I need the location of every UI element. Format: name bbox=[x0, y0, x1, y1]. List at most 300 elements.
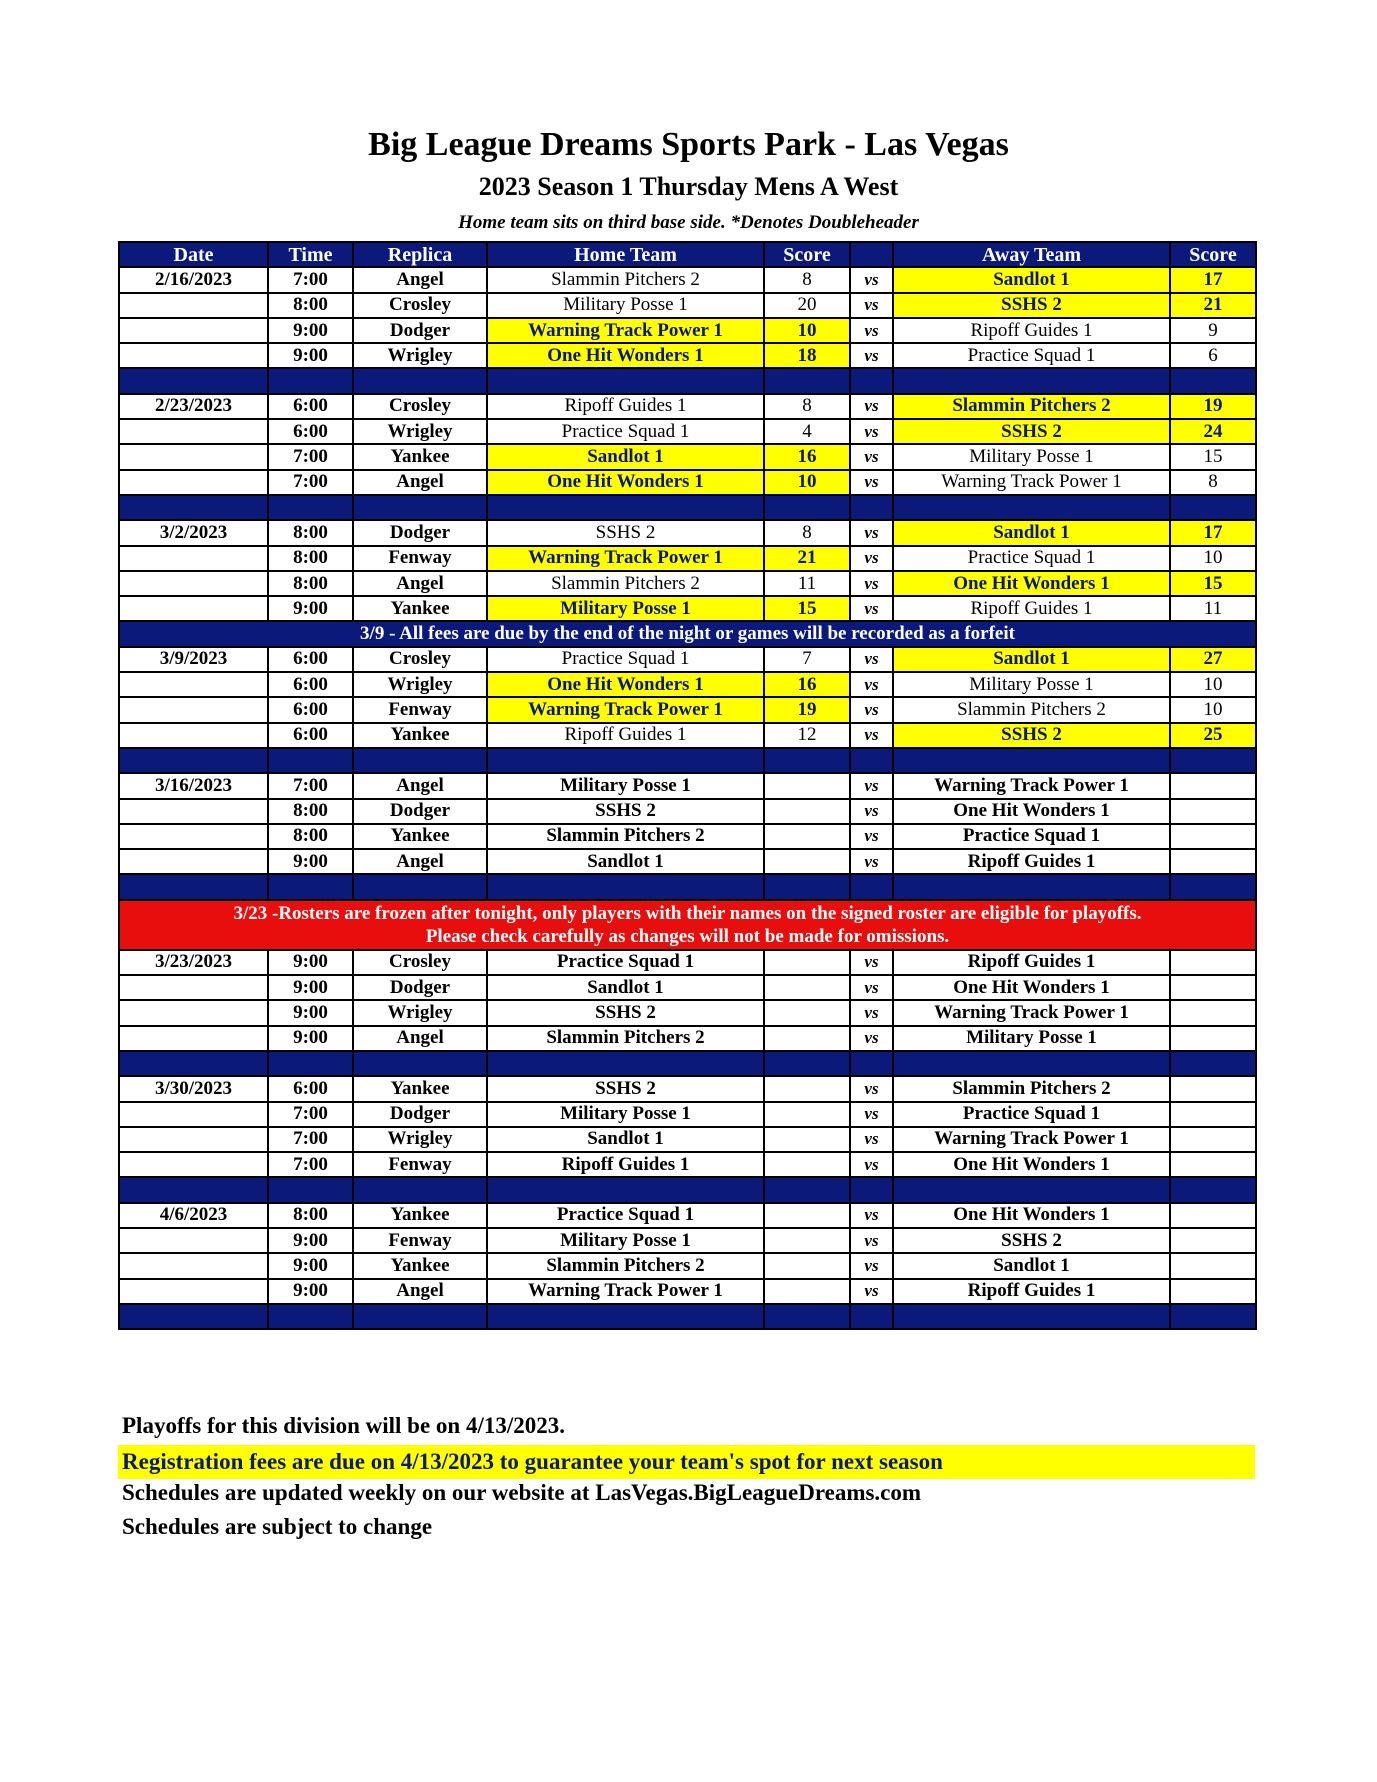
game-time: 9:00 bbox=[268, 1253, 353, 1278]
game-row bbox=[119, 470, 1256, 495]
game-row bbox=[119, 824, 1256, 849]
game-time: 9:00 bbox=[268, 950, 353, 975]
game-date bbox=[119, 697, 268, 722]
home-score bbox=[764, 773, 850, 798]
away-team: Sandlot 1 bbox=[893, 520, 1170, 545]
vs-label: vs bbox=[850, 1127, 893, 1152]
roster-alert bbox=[119, 900, 1256, 950]
vs-label: vs bbox=[850, 1000, 893, 1025]
game-date: 2/23/2023 bbox=[119, 394, 268, 419]
away-team: SSHS 2 bbox=[893, 1228, 1170, 1253]
away-team: Ripoff Guides 1 bbox=[893, 1279, 1170, 1304]
separator-cell bbox=[850, 1051, 893, 1076]
column-header-away-team: Away Team bbox=[893, 242, 1170, 267]
separator-row bbox=[119, 1177, 1256, 1202]
game-time: 9:00 bbox=[268, 343, 353, 368]
game-field: Angel bbox=[353, 1026, 487, 1051]
separator-cell bbox=[1170, 1051, 1256, 1076]
separator-cell bbox=[268, 1051, 353, 1076]
game-row bbox=[119, 318, 1256, 343]
home-score bbox=[764, 849, 850, 874]
game-field: Angel bbox=[353, 571, 487, 596]
vs-label: vs bbox=[850, 1102, 893, 1127]
game-time: 8:00 bbox=[268, 546, 353, 571]
home-score: 8 bbox=[764, 520, 850, 545]
away-score: 15 bbox=[1170, 571, 1256, 596]
separator-row bbox=[119, 748, 1256, 773]
home-score: 11 bbox=[764, 571, 850, 596]
game-time: 7:00 bbox=[268, 1152, 353, 1177]
game-time: 6:00 bbox=[268, 647, 353, 672]
game-date bbox=[119, 596, 268, 621]
game-time: 8:00 bbox=[268, 520, 353, 545]
vs-label: vs bbox=[850, 596, 893, 621]
game-time: 9:00 bbox=[268, 1026, 353, 1051]
away-score: 19 bbox=[1170, 394, 1256, 419]
away-score: 10 bbox=[1170, 546, 1256, 571]
home-score bbox=[764, 1228, 850, 1253]
away-score bbox=[1170, 1152, 1256, 1177]
game-field: Crosley bbox=[353, 647, 487, 672]
separator-cell bbox=[1170, 1177, 1256, 1202]
home-score: 10 bbox=[764, 470, 850, 495]
away-score: 17 bbox=[1170, 520, 1256, 545]
home-team: Sandlot 1 bbox=[487, 444, 764, 469]
away-team: Warning Track Power 1 bbox=[893, 470, 1170, 495]
away-score: 15 bbox=[1170, 444, 1256, 469]
away-team: Warning Track Power 1 bbox=[893, 1127, 1170, 1152]
column-header-replica: Replica bbox=[353, 242, 487, 267]
home-score bbox=[764, 950, 850, 975]
game-row bbox=[119, 1253, 1256, 1278]
column-header-date: Date bbox=[119, 242, 268, 267]
home-score bbox=[764, 1076, 850, 1101]
game-row bbox=[119, 293, 1256, 318]
game-date bbox=[119, 1127, 268, 1152]
separator-cell bbox=[1170, 874, 1256, 899]
vs-label: vs bbox=[850, 647, 893, 672]
away-team: One Hit Wonders 1 bbox=[893, 571, 1170, 596]
game-field: Angel bbox=[353, 470, 487, 495]
game-row bbox=[119, 1127, 1256, 1152]
home-score: 15 bbox=[764, 596, 850, 621]
home-score: 8 bbox=[764, 267, 850, 292]
game-time: 7:00 bbox=[268, 470, 353, 495]
separator-cell bbox=[764, 1051, 850, 1076]
away-team: SSHS 2 bbox=[893, 419, 1170, 444]
away-score bbox=[1170, 799, 1256, 824]
home-team: One Hit Wonders 1 bbox=[487, 672, 764, 697]
game-row bbox=[119, 520, 1256, 545]
game-time: 9:00 bbox=[268, 318, 353, 343]
home-score bbox=[764, 1279, 850, 1304]
game-date bbox=[119, 1279, 268, 1304]
home-score: 7 bbox=[764, 647, 850, 672]
away-team: Military Posse 1 bbox=[893, 444, 1170, 469]
separator-cell bbox=[893, 1304, 1170, 1329]
away-team: One Hit Wonders 1 bbox=[893, 1203, 1170, 1228]
separator-cell bbox=[487, 495, 764, 520]
column-header-home-team: Home Team bbox=[487, 242, 764, 267]
vs-label: vs bbox=[850, 571, 893, 596]
game-row bbox=[119, 723, 1256, 748]
schedule-body bbox=[119, 267, 1256, 1329]
separator-row bbox=[119, 1051, 1256, 1076]
home-score bbox=[764, 1102, 850, 1127]
game-time: 6:00 bbox=[268, 723, 353, 748]
separator-cell bbox=[119, 748, 268, 773]
away-score bbox=[1170, 975, 1256, 1000]
home-team: Practice Squad 1 bbox=[487, 419, 764, 444]
away-team: Military Posse 1 bbox=[893, 672, 1170, 697]
game-time: 9:00 bbox=[268, 1279, 353, 1304]
home-team: Sandlot 1 bbox=[487, 975, 764, 1000]
game-field: Yankee bbox=[353, 1253, 487, 1278]
game-date bbox=[119, 546, 268, 571]
game-date: 3/23/2023 bbox=[119, 950, 268, 975]
separator-cell bbox=[850, 1304, 893, 1329]
separator-cell bbox=[353, 368, 487, 393]
separator-cell bbox=[850, 748, 893, 773]
separator-cell bbox=[268, 495, 353, 520]
away-score bbox=[1170, 1203, 1256, 1228]
away-score: 17 bbox=[1170, 267, 1256, 292]
home-team: Ripoff Guides 1 bbox=[487, 394, 764, 419]
separator-cell bbox=[487, 1177, 764, 1202]
game-field: Yankee bbox=[353, 1076, 487, 1101]
vs-label: vs bbox=[850, 799, 893, 824]
schedule-table bbox=[118, 241, 1257, 1330]
home-team: Sandlot 1 bbox=[487, 849, 764, 874]
away-team: Warning Track Power 1 bbox=[893, 1000, 1170, 1025]
away-team: Ripoff Guides 1 bbox=[893, 950, 1170, 975]
game-field: Fenway bbox=[353, 697, 487, 722]
game-field: Yankee bbox=[353, 824, 487, 849]
game-field: Angel bbox=[353, 1279, 487, 1304]
home-team: SSHS 2 bbox=[487, 1076, 764, 1101]
table-header-row bbox=[119, 242, 1256, 267]
home-score: 18 bbox=[764, 343, 850, 368]
away-score bbox=[1170, 1026, 1256, 1051]
game-date: 4/6/2023 bbox=[119, 1203, 268, 1228]
home-team: Warning Track Power 1 bbox=[487, 1279, 764, 1304]
vs-label: vs bbox=[850, 697, 893, 722]
game-row bbox=[119, 647, 1256, 672]
game-row bbox=[119, 799, 1256, 824]
game-time: 8:00 bbox=[268, 799, 353, 824]
game-date bbox=[119, 1152, 268, 1177]
separator-cell bbox=[764, 748, 850, 773]
game-row bbox=[119, 343, 1256, 368]
registration-note: Registration fees are due on 4/13/2023 to guarantee your team's spot for next season bbox=[118, 1445, 1255, 1479]
game-field: Yankee bbox=[353, 596, 487, 621]
website-note: Schedules are updated weekly on our website at LasVegas.BigLeagueDreams.com bbox=[122, 1480, 922, 1505]
home-score bbox=[764, 824, 850, 849]
game-field: Angel bbox=[353, 773, 487, 798]
home-team: SSHS 2 bbox=[487, 520, 764, 545]
vs-label: vs bbox=[850, 343, 893, 368]
separator-cell bbox=[850, 495, 893, 520]
away-score bbox=[1170, 849, 1256, 874]
separator-cell bbox=[893, 1051, 1170, 1076]
home-team: SSHS 2 bbox=[487, 799, 764, 824]
separator-cell bbox=[850, 368, 893, 393]
game-field: Wrigley bbox=[353, 1127, 487, 1152]
away-team: SSHS 2 bbox=[893, 723, 1170, 748]
separator-cell bbox=[268, 368, 353, 393]
game-time: 9:00 bbox=[268, 596, 353, 621]
game-field: Fenway bbox=[353, 1228, 487, 1253]
home-score bbox=[764, 1000, 850, 1025]
vs-label: vs bbox=[850, 975, 893, 1000]
game-field: Yankee bbox=[353, 723, 487, 748]
away-score bbox=[1170, 1076, 1256, 1101]
game-row bbox=[119, 267, 1256, 292]
notice-text: 3/9 - All fees are due by the end of the night or games will be recorded as a forfeit bbox=[119, 621, 1256, 646]
vs-label: vs bbox=[850, 672, 893, 697]
separator-cell bbox=[487, 1304, 764, 1329]
vs-label: vs bbox=[850, 1076, 893, 1101]
home-team: Warning Track Power 1 bbox=[487, 697, 764, 722]
separator-cell bbox=[893, 1177, 1170, 1202]
game-field: Dodger bbox=[353, 799, 487, 824]
game-row bbox=[119, 419, 1256, 444]
separator-cell bbox=[1170, 368, 1256, 393]
home-team: Practice Squad 1 bbox=[487, 950, 764, 975]
home-score bbox=[764, 1253, 850, 1278]
home-team: Sandlot 1 bbox=[487, 1127, 764, 1152]
separator-cell bbox=[764, 495, 850, 520]
game-time: 8:00 bbox=[268, 571, 353, 596]
game-row bbox=[119, 546, 1256, 571]
game-time: 6:00 bbox=[268, 419, 353, 444]
game-row bbox=[119, 849, 1256, 874]
away-score: 11 bbox=[1170, 596, 1256, 621]
vs-label: vs bbox=[850, 1228, 893, 1253]
separator-cell bbox=[119, 1051, 268, 1076]
game-field: Fenway bbox=[353, 546, 487, 571]
game-row bbox=[119, 950, 1256, 975]
game-date bbox=[119, 975, 268, 1000]
page-note: Home team sits on third base side. *Denotes Doubleheader bbox=[458, 212, 919, 233]
vs-label: vs bbox=[850, 470, 893, 495]
away-team: One Hit Wonders 1 bbox=[893, 975, 1170, 1000]
separator-cell bbox=[764, 1177, 850, 1202]
away-score bbox=[1170, 1279, 1256, 1304]
home-score bbox=[764, 1152, 850, 1177]
away-score bbox=[1170, 824, 1256, 849]
game-row bbox=[119, 394, 1256, 419]
vs-label: vs bbox=[850, 419, 893, 444]
vs-label: vs bbox=[850, 1152, 893, 1177]
game-date bbox=[119, 672, 268, 697]
home-team: One Hit Wonders 1 bbox=[487, 343, 764, 368]
away-team: Practice Squad 1 bbox=[893, 546, 1170, 571]
separator-cell bbox=[487, 748, 764, 773]
game-time: 6:00 bbox=[268, 1076, 353, 1101]
separator-cell bbox=[487, 1051, 764, 1076]
home-team: Warning Track Power 1 bbox=[487, 318, 764, 343]
game-date bbox=[119, 419, 268, 444]
vs-label: vs bbox=[850, 520, 893, 545]
column-header-time: Time bbox=[268, 242, 353, 267]
home-score bbox=[764, 975, 850, 1000]
home-score: 21 bbox=[764, 546, 850, 571]
game-date: 3/30/2023 bbox=[119, 1076, 268, 1101]
game-field: Fenway bbox=[353, 1152, 487, 1177]
game-date: 2/16/2023 bbox=[119, 267, 268, 292]
away-team: Sandlot 1 bbox=[893, 647, 1170, 672]
away-score: 27 bbox=[1170, 647, 1256, 672]
home-team: Military Posse 1 bbox=[487, 1102, 764, 1127]
roster-alert-row bbox=[119, 900, 1256, 950]
game-time: 8:00 bbox=[268, 1203, 353, 1228]
away-team: Practice Squad 1 bbox=[893, 824, 1170, 849]
game-time: 7:00 bbox=[268, 267, 353, 292]
column-header-vs bbox=[850, 242, 893, 267]
game-time: 9:00 bbox=[268, 1000, 353, 1025]
separator-cell bbox=[268, 874, 353, 899]
game-time: 7:00 bbox=[268, 773, 353, 798]
game-date bbox=[119, 849, 268, 874]
home-team: Slammin Pitchers 2 bbox=[487, 1253, 764, 1278]
vs-label: vs bbox=[850, 950, 893, 975]
away-team: One Hit Wonders 1 bbox=[893, 799, 1170, 824]
separator-cell bbox=[268, 748, 353, 773]
notice-row bbox=[119, 621, 1256, 646]
game-row bbox=[119, 1203, 1256, 1228]
separator-row bbox=[119, 1304, 1256, 1329]
page-title: Big League Dreams Sports Park - Las Vegas bbox=[368, 126, 1009, 163]
page-subtitle: 2023 Season 1 Thursday Mens A West bbox=[478, 172, 899, 201]
away-score bbox=[1170, 1127, 1256, 1152]
separator-cell bbox=[487, 368, 764, 393]
separator-cell bbox=[119, 1177, 268, 1202]
home-team: Practice Squad 1 bbox=[487, 647, 764, 672]
home-score: 16 bbox=[764, 444, 850, 469]
game-row bbox=[119, 596, 1256, 621]
game-date bbox=[119, 1102, 268, 1127]
away-team: SSHS 2 bbox=[893, 293, 1170, 318]
vs-label: vs bbox=[850, 1203, 893, 1228]
separator-cell bbox=[353, 874, 487, 899]
game-time: 7:00 bbox=[268, 1127, 353, 1152]
home-team: SSHS 2 bbox=[487, 1000, 764, 1025]
away-score: 6 bbox=[1170, 343, 1256, 368]
game-date bbox=[119, 1253, 268, 1278]
game-date bbox=[119, 470, 268, 495]
away-team: Slammin Pitchers 2 bbox=[893, 1076, 1170, 1101]
game-field: Wrigley bbox=[353, 343, 487, 368]
separator-cell bbox=[1170, 495, 1256, 520]
vs-label: vs bbox=[850, 1026, 893, 1051]
vs-label: vs bbox=[850, 444, 893, 469]
game-date bbox=[119, 571, 268, 596]
vs-label: vs bbox=[850, 546, 893, 571]
game-date bbox=[119, 824, 268, 849]
away-score bbox=[1170, 950, 1256, 975]
separator-cell bbox=[353, 1177, 487, 1202]
separator-cell bbox=[850, 1177, 893, 1202]
separator-cell bbox=[893, 748, 1170, 773]
separator-cell bbox=[764, 874, 850, 899]
game-field: Angel bbox=[353, 849, 487, 874]
game-date bbox=[119, 723, 268, 748]
separator-cell bbox=[764, 1304, 850, 1329]
game-date bbox=[119, 799, 268, 824]
away-score bbox=[1170, 1000, 1256, 1025]
game-row bbox=[119, 1279, 1256, 1304]
home-score: 12 bbox=[764, 723, 850, 748]
alert-line-2: Please check carefully as changes will not be made for omissions. bbox=[425, 925, 950, 947]
home-score: 16 bbox=[764, 672, 850, 697]
away-team: Military Posse 1 bbox=[893, 1026, 1170, 1051]
game-row bbox=[119, 571, 1256, 596]
home-team: Slammin Pitchers 2 bbox=[487, 571, 764, 596]
away-team: Sandlot 1 bbox=[893, 1253, 1170, 1278]
game-field: Dodger bbox=[353, 318, 487, 343]
game-date bbox=[119, 1228, 268, 1253]
game-row bbox=[119, 773, 1256, 798]
game-date: 3/2/2023 bbox=[119, 520, 268, 545]
separator-cell bbox=[268, 1177, 353, 1202]
away-score bbox=[1170, 773, 1256, 798]
away-team: Warning Track Power 1 bbox=[893, 773, 1170, 798]
away-score bbox=[1170, 1102, 1256, 1127]
game-date bbox=[119, 1000, 268, 1025]
away-score: 10 bbox=[1170, 672, 1256, 697]
away-score: 10 bbox=[1170, 697, 1256, 722]
game-row bbox=[119, 1228, 1256, 1253]
separator-row bbox=[119, 495, 1256, 520]
home-team: Ripoff Guides 1 bbox=[487, 723, 764, 748]
game-date: 3/16/2023 bbox=[119, 773, 268, 798]
vs-label: vs bbox=[850, 318, 893, 343]
home-score bbox=[764, 1127, 850, 1152]
separator-cell bbox=[119, 1304, 268, 1329]
game-field: Crosley bbox=[353, 394, 487, 419]
game-field: Angel bbox=[353, 267, 487, 292]
home-team: Military Posse 1 bbox=[487, 773, 764, 798]
home-team: Slammin Pitchers 2 bbox=[487, 267, 764, 292]
home-score: 20 bbox=[764, 293, 850, 318]
game-field: Dodger bbox=[353, 1102, 487, 1127]
vs-label: vs bbox=[850, 773, 893, 798]
vs-label: vs bbox=[850, 1279, 893, 1304]
vs-label: vs bbox=[850, 267, 893, 292]
playoffs-note: Playoffs for this division will be on 4/13/2023. bbox=[122, 1413, 566, 1438]
game-date: 3/9/2023 bbox=[119, 647, 268, 672]
away-team: Ripoff Guides 1 bbox=[893, 318, 1170, 343]
separator-cell bbox=[353, 748, 487, 773]
home-team: Military Posse 1 bbox=[487, 293, 764, 318]
separator-cell bbox=[353, 1051, 487, 1076]
game-field: Wrigley bbox=[353, 1000, 487, 1025]
home-team: Military Posse 1 bbox=[487, 596, 764, 621]
vs-label: vs bbox=[850, 824, 893, 849]
away-team: Ripoff Guides 1 bbox=[893, 849, 1170, 874]
separator-cell bbox=[119, 495, 268, 520]
game-row bbox=[119, 1102, 1256, 1127]
game-time: 8:00 bbox=[268, 293, 353, 318]
home-score: 4 bbox=[764, 419, 850, 444]
separator-cell bbox=[119, 874, 268, 899]
separator-cell bbox=[850, 874, 893, 899]
game-time: 9:00 bbox=[268, 1228, 353, 1253]
away-score bbox=[1170, 1253, 1256, 1278]
game-time: 8:00 bbox=[268, 824, 353, 849]
game-field: Yankee bbox=[353, 444, 487, 469]
